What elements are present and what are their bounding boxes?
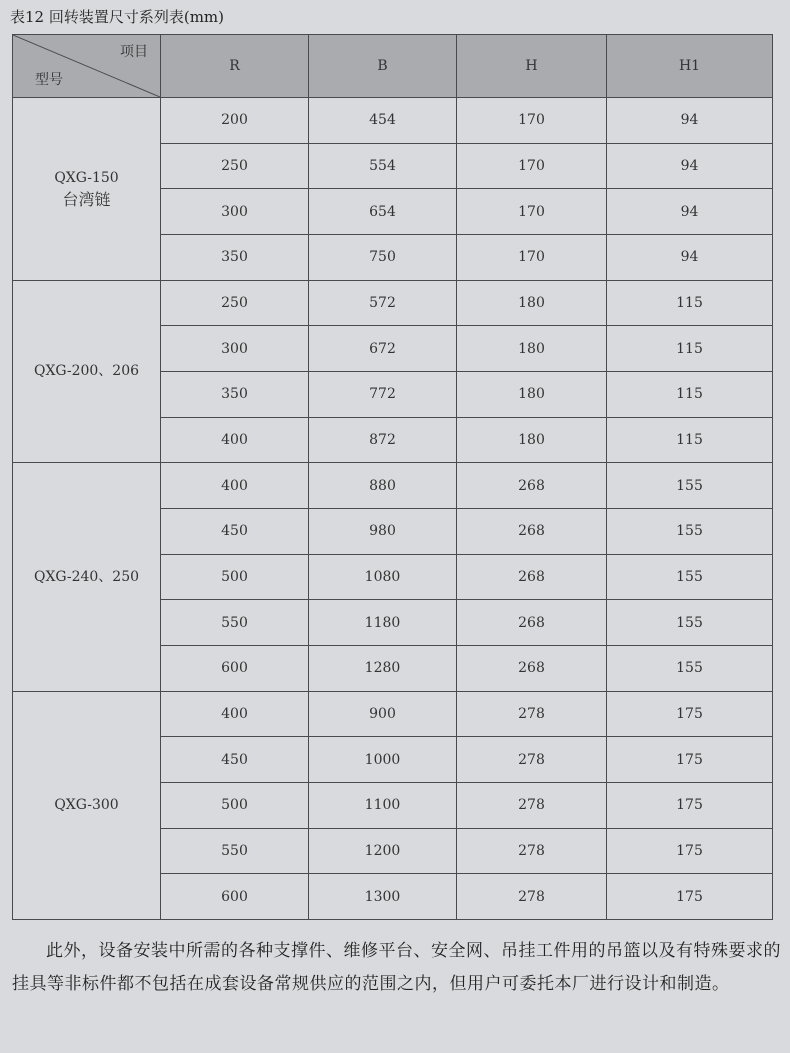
cell-h: 180: [457, 280, 607, 326]
cell-b: 554: [309, 143, 457, 189]
cell-h1: 94: [607, 189, 773, 235]
cell-r: 500: [161, 554, 309, 600]
cell-r: 550: [161, 600, 309, 646]
cell-b: 872: [309, 417, 457, 463]
cell-b: 1180: [309, 600, 457, 646]
cell-h: 268: [457, 645, 607, 691]
model-cell: [13, 463, 161, 691]
model-code: QXG-240、250: [33, 568, 140, 585]
cell-h: 268: [457, 554, 607, 600]
cell-r: 250: [161, 143, 309, 189]
cell-b: 880: [309, 463, 457, 509]
note-paragraph: 此外，设备安装中所需的各种支撑件、维修平台、安全网、吊挂工件用的吊篮以及有特殊要求的挂具等非标件都不包括在成套设备常规供应的范围之内，但用户可委托本厂进行设计和制造。: [12, 941, 781, 994]
cell-r: 250: [161, 280, 309, 326]
model-cell: [13, 98, 161, 281]
cell-h1: 94: [607, 98, 773, 144]
cell-h: 278: [457, 782, 607, 828]
cell-h1: 115: [607, 326, 773, 372]
header-model-label: 型号: [35, 72, 63, 88]
table-row: [13, 280, 773, 326]
header-item-label: 项目: [120, 44, 148, 60]
cell-b: 454: [309, 98, 457, 144]
table-row: [13, 98, 773, 144]
cell-r: 400: [161, 463, 309, 509]
cell-h: 268: [457, 508, 607, 554]
cell-r: 450: [161, 508, 309, 554]
table-caption: 表12 回转装置尺寸系列表(mm): [10, 8, 225, 26]
cell-h: 180: [457, 417, 607, 463]
cell-b: 900: [309, 691, 457, 737]
cell-h: 180: [457, 326, 607, 372]
cell-h: 170: [457, 143, 607, 189]
cell-b: 1200: [309, 828, 457, 874]
cell-h: 170: [457, 189, 607, 235]
cell-h: 278: [457, 828, 607, 874]
table-row: [13, 691, 773, 737]
cell-b: 1280: [309, 645, 457, 691]
model-code: QXG-200、206: [33, 363, 140, 380]
cell-b: 980: [309, 508, 457, 554]
model-code: QXG-300: [54, 797, 119, 814]
cell-h1: 175: [607, 828, 773, 874]
cell-h: 170: [457, 234, 607, 280]
cell-r: 600: [161, 874, 309, 920]
cell-r: 550: [161, 828, 309, 874]
cell-r: 400: [161, 417, 309, 463]
cell-h1: 155: [607, 645, 773, 691]
cell-r: 350: [161, 371, 309, 417]
cell-b: 1080: [309, 554, 457, 600]
header-r: R: [161, 35, 309, 98]
cell-h1: 94: [607, 234, 773, 280]
cell-b: 1300: [309, 874, 457, 920]
cell-r: 450: [161, 737, 309, 783]
cell-h1: 94: [607, 143, 773, 189]
cell-h1: 155: [607, 508, 773, 554]
model-note: 台湾链: [62, 189, 111, 209]
cell-b: 1000: [309, 737, 457, 783]
header-b: B: [309, 35, 457, 98]
cell-h: 268: [457, 463, 607, 509]
table-body: [13, 98, 773, 920]
cell-r: 300: [161, 189, 309, 235]
header-h: H: [457, 35, 607, 98]
cell-b: 772: [309, 371, 457, 417]
cell-r: 200: [161, 98, 309, 144]
table-row: [13, 463, 773, 509]
cell-r: 500: [161, 782, 309, 828]
cell-r: 600: [161, 645, 309, 691]
cell-h1: 115: [607, 371, 773, 417]
cell-r: 400: [161, 691, 309, 737]
cell-b: 572: [309, 280, 457, 326]
cell-b: 654: [309, 189, 457, 235]
model-cell: [13, 280, 161, 463]
cell-r: 350: [161, 234, 309, 280]
cell-h1: 175: [607, 691, 773, 737]
dimension-table: [12, 34, 773, 920]
cell-b: 672: [309, 326, 457, 372]
cell-h1: 155: [607, 600, 773, 646]
cell-r: 300: [161, 326, 309, 372]
cell-h1: 175: [607, 737, 773, 783]
cell-h1: 175: [607, 874, 773, 920]
cell-h1: 175: [607, 782, 773, 828]
cell-h: 278: [457, 737, 607, 783]
header-row: [13, 35, 773, 98]
model-code: QXG-150: [54, 169, 119, 186]
header-h1: H1: [607, 35, 773, 98]
cell-b: 750: [309, 234, 457, 280]
cell-b: 1100: [309, 782, 457, 828]
dimension-table-container: [12, 34, 772, 920]
cell-h: 170: [457, 98, 607, 144]
cell-h: 278: [457, 691, 607, 737]
cell-h: 278: [457, 874, 607, 920]
cell-h: 180: [457, 371, 607, 417]
cell-h: 268: [457, 600, 607, 646]
cell-h1: 115: [607, 280, 773, 326]
model-cell: [13, 691, 161, 919]
header-corner-cell: [13, 35, 161, 98]
cell-h1: 115: [607, 417, 773, 463]
cell-h1: 155: [607, 554, 773, 600]
cell-h1: 155: [607, 463, 773, 509]
